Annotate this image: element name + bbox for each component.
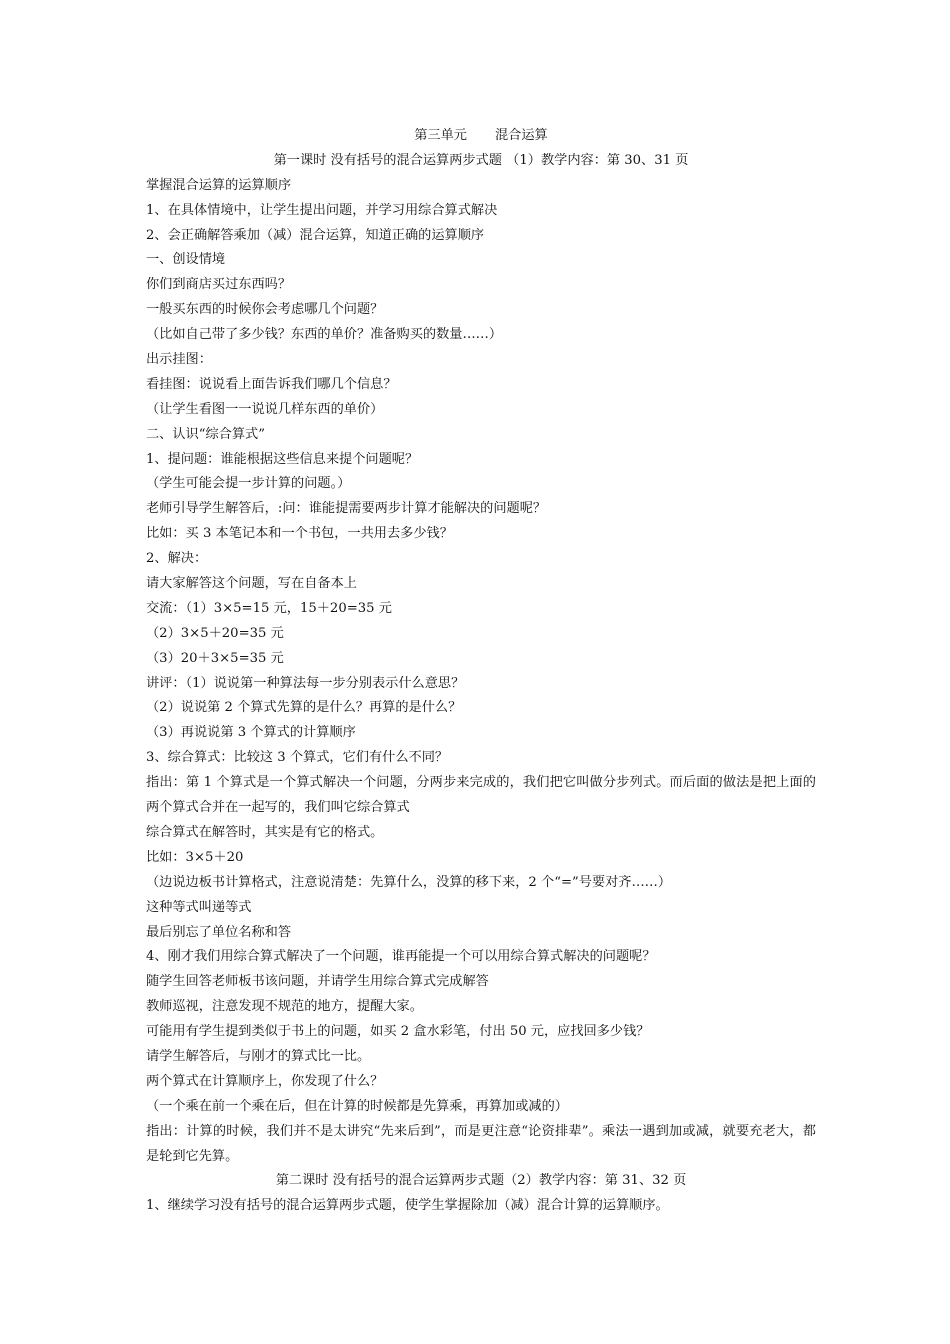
text-line: 1、提问题：谁能根据这些信息来提个问题呢？ [146, 451, 419, 467]
section-heading: 一、创设情境 [146, 252, 226, 268]
text-line: 1、在具体情境中，让学生提出问题，并学习用综合算式解决 [146, 202, 498, 218]
text-line: （2）说说第 2 个算式先算的是什么？再算的是什么？ [146, 700, 462, 716]
text-line: 4、刚才我们用综合算式解决了一个问题，谁再能提一个可以用综合算式解决的问题呢？ [146, 949, 656, 965]
unit-title [146, 124, 816, 149]
text-line: 这种等式叫递等式 [146, 899, 252, 915]
text-line: 交流：（1）3×5=15 元，15＋20=35 元 [146, 600, 392, 616]
text-line: 2、解决： [146, 551, 208, 567]
text-line: 老师引导学生解答后，:问：谁能提需要两步计算才能解决的问题呢？ [146, 501, 547, 517]
text-line: 看挂图：说说看上面告诉我们哪几个信息？ [146, 376, 397, 392]
text-line: 1、继续学习没有括号的混合运算两步式题，使学生掌握除加（减）混合计算的运算顺序。 [146, 1198, 669, 1214]
text-line: 可能用有学生提到类似于书上的问题，如买 2 盒水彩笔，付出 50 元，应找回多少钱？ [146, 1024, 650, 1040]
text-line: 讲评：（1）说说第一种算法每一步分别表示什么意思？ [146, 675, 465, 691]
text-line: （比如自己带了多少钱？东西的单价？准备购买的数量……） [146, 327, 503, 343]
text-line: 3、综合算式：比较这 3 个算式，它们有什么不同？ [146, 750, 449, 766]
text-line: 请学生解答后，与刚才的算式比一比。 [146, 1048, 371, 1064]
text-line: 最后别忘了单位名称和答 [146, 924, 292, 940]
text-line: （一个乘在前一个乘在后，但在计算的时候都是先算乘，再算加或减的） [146, 1098, 568, 1114]
text-line: （3）再说说第 3 个算式的计算顺序 [146, 725, 356, 741]
text-line: （2）3×5＋20=35 元 [146, 625, 284, 641]
text-line: 2、会正确解答乘加（减）混合运算，知道正确的运算顺序 [146, 227, 485, 243]
point-paragraph-2: 指出：计算的时候，我们并不是太讲究“先来后到”，而是更注意“论资排辈”。乘法一遇到加或减，就要充老大，都是轮到它先算。 [146, 1123, 816, 1164]
text-line: （学生可能会提一步计算的问题。） [146, 476, 351, 492]
unit-title-sub: 混合运算 [495, 128, 548, 143]
text-line: 教师巡视，注意发现不规范的地方，提醒大家。 [146, 999, 423, 1015]
text-line: 掌握混合运算的运算顺序 [146, 177, 292, 193]
text-line: 请大家解答这个问题，写在自备本上 [146, 576, 357, 592]
lesson1-heading: 第一课时 没有括号的混合运算两步式题 （1）教学内容：第 30、31 页 [273, 152, 689, 168]
text-line: 两个算式在计算顺序上，你发现了什么？ [146, 1073, 384, 1089]
text-line: 随学生回答老师板书该问题，并请学生用综合算式完成解答 [146, 974, 489, 990]
point-paragraph-1: 指出：第 1 个算式是一个算式解决一个问题，分两步来完成的，我们把它叫做分步列式。而后面的做法是把上面的两个算式合并在一起写的，我们叫它综合算式 [146, 775, 816, 816]
text-line: 比如：买 3 本笔记本和一个书包，一共用去多少钱？ [146, 526, 453, 542]
text-line: 一般买东西的时候你会考虑哪几个问题？ [146, 302, 384, 318]
unit-title-main: 第三单元 [414, 128, 467, 143]
text-line: 综合算式在解答时，其实是有它的格式。 [146, 824, 384, 840]
text-line: 你们到商店买过东西吗？ [146, 277, 292, 293]
text-line: （边说边板书计算格式，注意说清楚：先算什么，没算的移下来，2 个“=”号要对齐……） [146, 874, 672, 890]
text-line: 出示挂图： [146, 352, 212, 368]
text-line: （让学生看图一一说说几样东西的单价） [146, 401, 384, 417]
text-line: 比如：3×5＋20 [146, 849, 244, 865]
text-line: （3）20＋3×5=35 元 [146, 650, 284, 666]
lesson2-heading: 第二课时 没有括号的混合运算两步式题（2）教学内容：第 31、32 页 [275, 1173, 687, 1189]
section-heading: 二、认识“综合算式” [146, 426, 265, 442]
document-body [146, 124, 816, 1219]
